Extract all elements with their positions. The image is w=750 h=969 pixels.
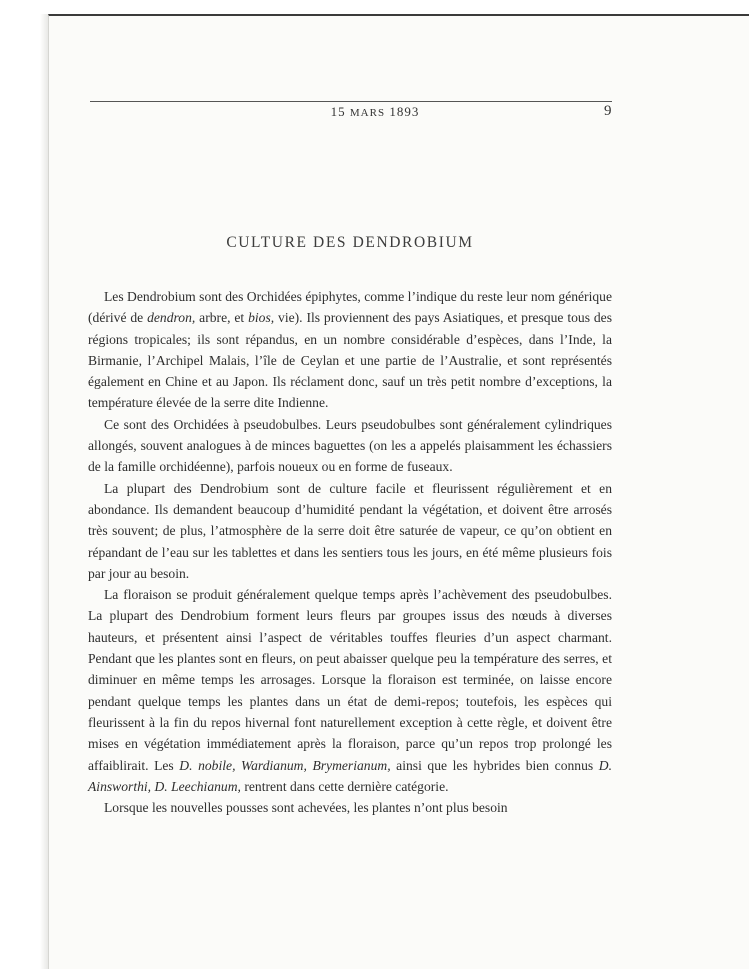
text-run: ainsi que les hybrides bien connus — [390, 757, 599, 773]
italic-text: dendron, — [147, 310, 196, 326]
text-run: La plupart des Dendrobium sont de culture facile et fleurissent régulièrement et en abondance. Ils demandent beaucoup d’humidité pendant la végétation, et doivent être arrosés très souvent; de plus, l’atmosphère de la serre doit être saturée de vapeur, ce qu’on obtient en répandant de l’eau sur les tablettes et dans les sentiers tous les jours, en été même plusieurs fois par jour au besoin. — [88, 480, 612, 581]
header-rule — [90, 101, 612, 102]
text-run: Lorsque les nouvelles pousses sont achevées, les plantes n’ont plus besoin — [104, 800, 508, 816]
text-run: La floraison se produit généralement quelque temps après l’achèvement des pseudobulbes. La plupart des Dendrobium forment leurs fleurs par groupes issus des nœuds à diverses hauteurs, et présentent ainsi l’aspect de véritables touffes fleuries d’un aspect charmant. Pendant que les plantes sont en fleurs, on peut abaisser quelque peu la température des serres, et diminuer en même temps les arrosages. Lorsque la floraison est terminée, on laisse encore pendant quelque temps les plantes dans un état de demi-repos; toutefois, les espèces qui fleurissent à la fin du repos hivernal font naturellement exception à cette règle, et doivent être mises en végétation immédiatement après la floraison, parce qu’un repos trop prolongé les affaiblirait. Les — [88, 587, 612, 773]
italic-text: bios, — [248, 310, 275, 326]
header-year: 1893 — [389, 104, 420, 119]
text-run: arbre, et — [195, 310, 249, 326]
paragraph — [88, 414, 612, 478]
text-run: rentrent dans cette dernière catégorie. — [240, 778, 449, 794]
text-run: Ce sont des Orchidées à pseudobulbes. Leurs pseudobulbes sont généralement cylindriques allongés, souvent analogues à de minces baguettes (on les a appelés plaisamment les échassiers de la famille orchidéenne), parfois noueux ou en forme de fuseaux. — [88, 416, 612, 475]
italic-text: D. Ainsworthi, D. Leechianum, — [88, 757, 612, 794]
paragraph — [88, 478, 612, 584]
header-month: MARS — [349, 107, 386, 119]
paragraph — [88, 584, 612, 797]
article-body — [88, 286, 612, 818]
text-run: Les Dendrobium sont des Orchidées épiphytes, comme l’indique du reste leur nom générique (dérivé de — [88, 289, 612, 326]
text-run: vie). Ils proviennent des pays Asiatiques, et presque tous des régions tropicales; ils sont répandus, en un nombre considérable d’espèces, dans l’Inde, la Birmanie, l’Archipel Malais, l’île de Ceylan et une partie de l’Australie, et sont représentés également en Chine et au Japon. Ils réclament donc, sauf un très petit nombre d’exceptions, la température élevée de la serre dite Indienne. — [88, 310, 612, 411]
paragraph — [88, 286, 612, 414]
article-title: CULTURE DES DENDROBIUM — [226, 234, 474, 251]
paragraph — [88, 797, 612, 818]
running-header-date — [0, 104, 750, 120]
italic-text: D. nobile, Wardianum, Brymerianum, — [179, 757, 391, 773]
header-day: 15 — [330, 104, 346, 119]
page-number: 9 — [604, 103, 612, 119]
page-edge-shadow — [40, 14, 48, 969]
